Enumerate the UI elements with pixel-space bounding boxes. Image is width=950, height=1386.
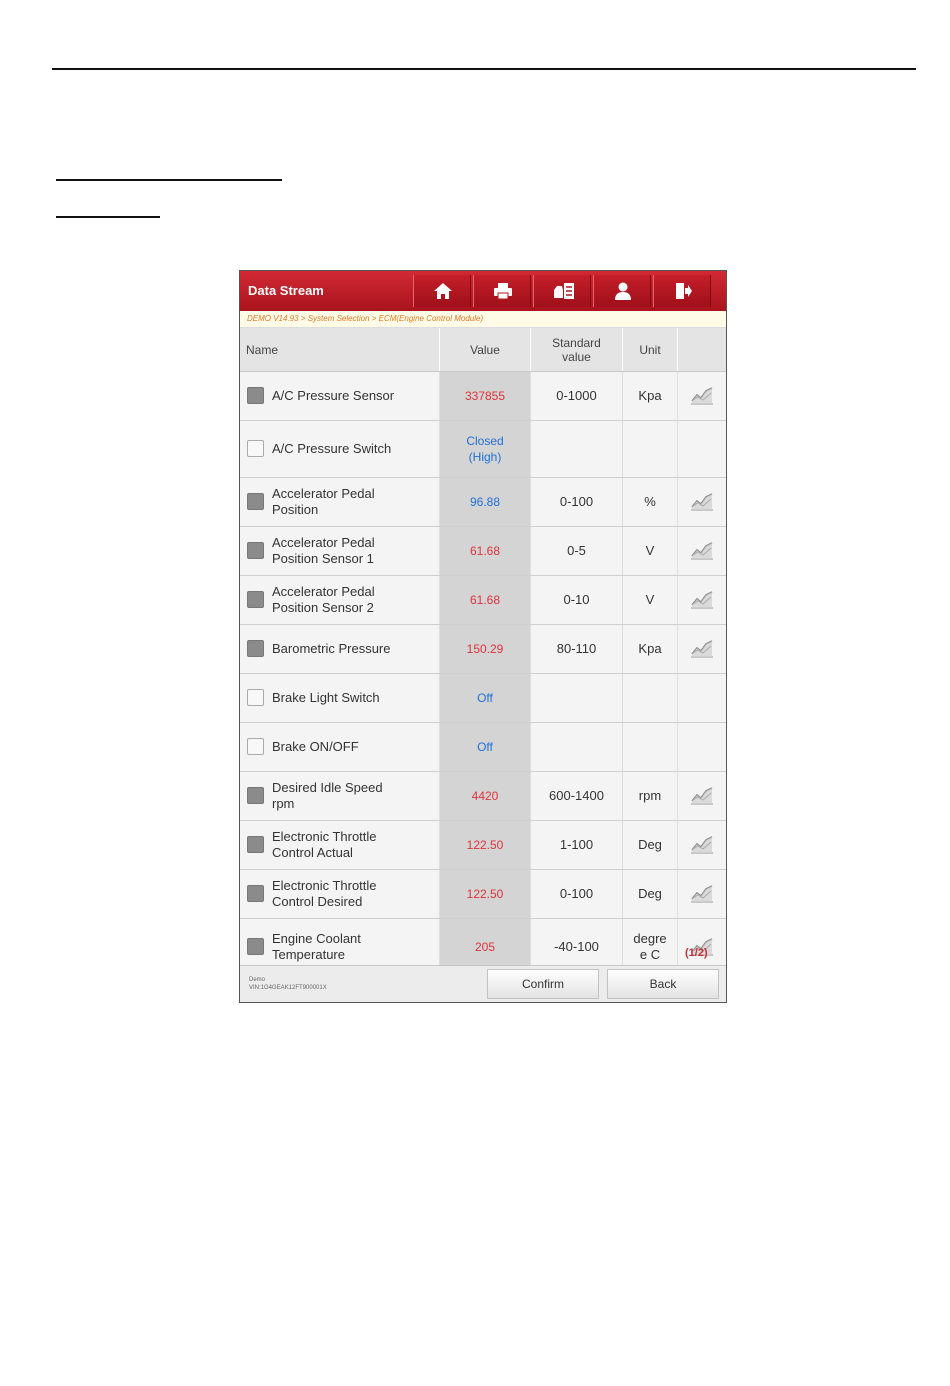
page-top-rule <box>52 68 916 70</box>
row-standard-value <box>531 723 623 771</box>
row-graph-cell <box>678 576 726 624</box>
row-unit: Kpa <box>623 625 678 673</box>
row-value: Closed (High) <box>440 421 531 477</box>
table-row[interactable] <box>240 821 726 870</box>
vehicle-report-button[interactable] <box>533 275 591 307</box>
breadcrumb: DEMO V14.93 > System Selection > ECM(Engine Control Module) <box>240 311 726 328</box>
data-stream-screen <box>239 270 727 1003</box>
row-value: 205 <box>440 919 531 965</box>
row-graph-cell <box>678 421 726 477</box>
row-value: Off <box>440 723 531 771</box>
exit-button[interactable] <box>653 275 711 307</box>
table-row[interactable] <box>240 723 726 772</box>
table-row[interactable] <box>240 625 726 674</box>
row-graph-cell <box>678 870 726 918</box>
row-name: Electronic Throttle Control Desired <box>272 878 377 909</box>
row-name: Accelerator Pedal Position <box>272 486 375 517</box>
row-name: Accelerator Pedal Position Sensor 1 <box>272 535 375 566</box>
table-row[interactable] <box>240 772 726 821</box>
row-checkbox[interactable] <box>247 738 264 755</box>
graph-icon[interactable] <box>689 490 715 514</box>
page-indicator: (1/2) <box>685 947 708 959</box>
row-value: 122.50 <box>440 870 531 918</box>
row-graph-cell <box>678 723 726 771</box>
row-standard-value <box>531 421 623 477</box>
graph-icon[interactable] <box>689 588 715 612</box>
heading-underline <box>56 179 282 181</box>
graph-icon[interactable] <box>689 882 715 906</box>
row-name-cell <box>240 421 440 477</box>
row-unit: Kpa <box>623 372 678 420</box>
row-checkbox[interactable] <box>247 493 264 510</box>
title-bar <box>240 271 726 311</box>
table-header <box>240 328 726 372</box>
row-checkbox[interactable] <box>247 440 264 457</box>
row-standard-value: 0-100 <box>531 478 623 526</box>
graph-icon[interactable] <box>689 384 715 408</box>
row-name: A/C Pressure Switch <box>272 441 392 456</box>
row-name-cell <box>240 772 440 820</box>
graph-icon[interactable] <box>689 833 715 857</box>
row-value: 122.50 <box>440 821 531 869</box>
row-name-cell <box>240 870 440 918</box>
row-value: 96.88 <box>440 478 531 526</box>
row-unit: degree C <box>623 919 678 965</box>
row-checkbox[interactable] <box>247 787 264 804</box>
row-unit <box>623 674 678 722</box>
vehicle-info <box>249 976 327 992</box>
row-graph-cell <box>678 821 726 869</box>
footer-bar <box>240 965 726 1002</box>
column-header-value: Value <box>440 328 531 371</box>
row-value: 61.68 <box>440 527 531 575</box>
vehicle-info-vin: VIN:1G4GEAK12FT900001X <box>249 985 327 991</box>
row-value: 337855 <box>440 372 531 420</box>
row-checkbox[interactable] <box>247 938 264 955</box>
row-standard-value: 1-100 <box>531 821 623 869</box>
row-unit <box>623 421 678 477</box>
print-button[interactable] <box>473 275 531 307</box>
table-row[interactable] <box>240 421 726 478</box>
row-name: Accelerator Pedal Position Sensor 2 <box>272 584 375 615</box>
row-value: 4420 <box>440 772 531 820</box>
row-name-cell <box>240 478 440 526</box>
column-header-standard: Standard value <box>531 328 623 371</box>
row-standard-value: 0-100 <box>531 870 623 918</box>
data-stream-table <box>240 372 726 965</box>
screen-title: Data Stream <box>248 283 324 298</box>
row-name-cell <box>240 625 440 673</box>
graph-icon[interactable] <box>689 637 715 661</box>
row-name: Brake Light Switch <box>272 690 380 705</box>
row-unit: % <box>623 478 678 526</box>
table-row[interactable] <box>240 919 726 965</box>
row-standard-value: 80-110 <box>531 625 623 673</box>
row-checkbox[interactable] <box>247 591 264 608</box>
graph-icon[interactable] <box>689 784 715 808</box>
column-header-unit: Unit <box>623 328 678 371</box>
row-checkbox[interactable] <box>247 640 264 657</box>
row-checkbox[interactable] <box>247 836 264 853</box>
home-button[interactable] <box>413 275 471 307</box>
graph-icon[interactable] <box>689 539 715 563</box>
row-unit: rpm <box>623 772 678 820</box>
confirm-button[interactable]: Confirm <box>487 969 599 999</box>
table-row[interactable] <box>240 527 726 576</box>
row-unit: V <box>623 527 678 575</box>
row-name: Engine Coolant Temperature <box>272 930 361 962</box>
row-checkbox[interactable] <box>247 387 264 404</box>
home-icon <box>433 281 453 301</box>
row-name: Brake ON/OFF <box>272 739 359 754</box>
row-unit: Deg <box>623 821 678 869</box>
row-name-cell <box>240 372 440 420</box>
row-standard-value: 0-5 <box>531 527 623 575</box>
column-header-name: Name <box>240 328 440 371</box>
row-value: 150.29 <box>440 625 531 673</box>
row-graph-cell <box>678 625 726 673</box>
row-name-cell <box>240 527 440 575</box>
user-icon <box>613 281 633 301</box>
column-header-graph <box>678 328 726 371</box>
row-name: A/C Pressure Sensor <box>272 388 395 403</box>
row-name: Electronic Throttle Control Actual <box>272 829 377 860</box>
row-unit: Deg <box>623 870 678 918</box>
back-button[interactable]: Back <box>607 969 719 999</box>
vehicle-report-icon <box>553 281 575 301</box>
row-graph-cell <box>678 478 726 526</box>
row-name: Desired Idle Speed rpm <box>272 780 383 811</box>
row-standard-value <box>531 674 623 722</box>
row-value: Off <box>440 674 531 722</box>
row-standard-value: 0-1000 <box>531 372 623 420</box>
table-row[interactable] <box>240 576 726 625</box>
row-standard-value: 0-10 <box>531 576 623 624</box>
row-standard-value: -40-100 <box>531 919 623 965</box>
row-graph-cell <box>678 372 726 420</box>
subheading-underline <box>56 216 160 218</box>
row-name: Barometric Pressure <box>272 641 391 656</box>
row-checkbox[interactable] <box>247 885 264 902</box>
row-checkbox[interactable] <box>247 542 264 559</box>
row-name-cell <box>240 576 440 624</box>
row-graph-cell <box>678 674 726 722</box>
table-row[interactable] <box>240 372 726 421</box>
print-icon <box>493 281 513 301</box>
row-unit: V <box>623 576 678 624</box>
vehicle-info-mode: Demo <box>249 977 266 983</box>
row-graph-cell <box>678 527 726 575</box>
row-name-cell <box>240 674 440 722</box>
row-standard-value: 600-1400 <box>531 772 623 820</box>
row-unit <box>623 723 678 771</box>
row-name-cell <box>240 919 440 965</box>
user-button[interactable] <box>593 275 651 307</box>
row-graph-cell <box>678 772 726 820</box>
row-value: 61.68 <box>440 576 531 624</box>
row-name-cell <box>240 821 440 869</box>
table-row[interactable] <box>240 870 726 919</box>
table-row[interactable] <box>240 674 726 723</box>
table-row[interactable] <box>240 478 726 527</box>
exit-icon <box>673 281 693 301</box>
row-checkbox[interactable] <box>247 689 264 706</box>
row-name-cell <box>240 723 440 771</box>
